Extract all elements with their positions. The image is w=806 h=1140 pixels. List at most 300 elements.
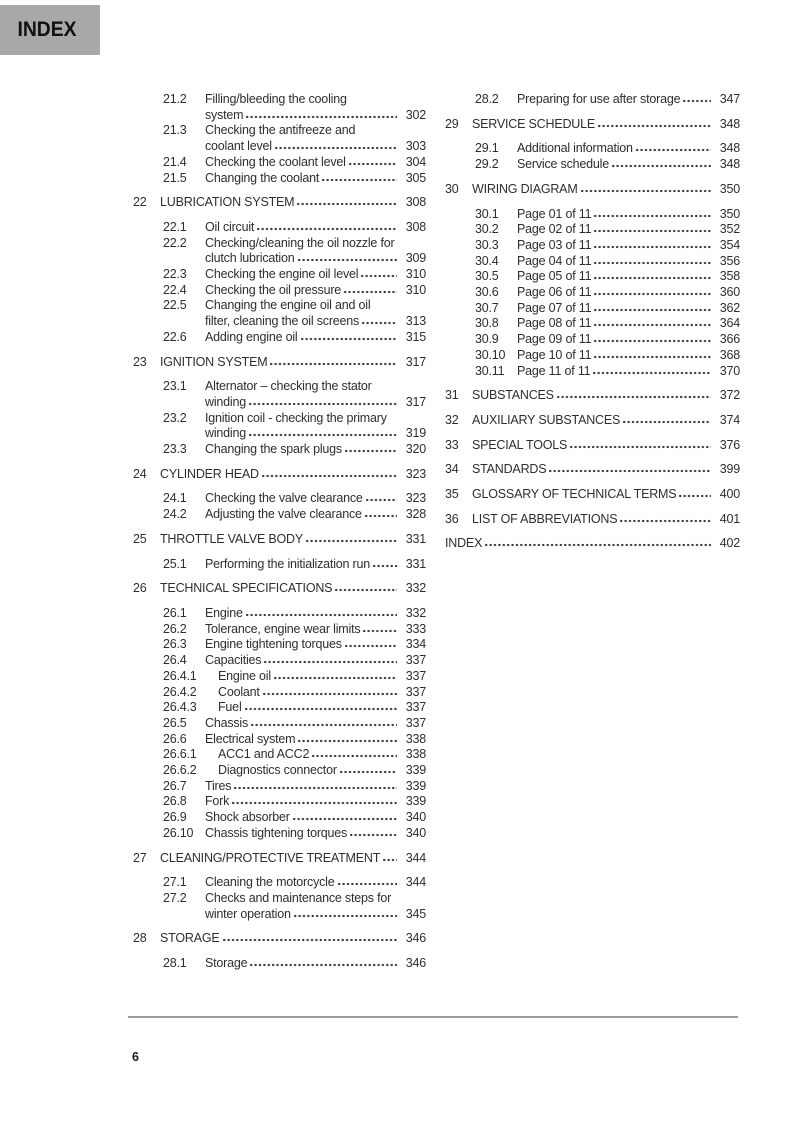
toc-entry-title: CYLINDER HEAD: [160, 466, 259, 481]
toc-entry-title: Preparing for use after storage: [517, 92, 681, 106]
toc-entry-line: [445, 413, 740, 429]
dot-leader: [311, 754, 397, 758]
toc-entry-line: [475, 254, 740, 270]
toc-entry-36: [445, 512, 740, 528]
toc-entry-22.2: [133, 236, 426, 267]
toc-entry-title: IGNITION SYSTEM: [160, 354, 268, 369]
toc-entry-title: Additional information: [517, 141, 633, 156]
toc-entry-21.4: [133, 155, 426, 171]
dot-leader: [593, 339, 711, 343]
toc-entry-30.11: [445, 364, 740, 380]
toc-entry-title: winter operation: [205, 906, 291, 921]
toc-entry-title: clutch lubrication: [205, 251, 295, 266]
dot-leader: [305, 539, 397, 543]
toc-entry-line: [445, 536, 740, 552]
dot-leader: [592, 371, 711, 375]
toc-entry-26.7: [133, 779, 426, 795]
toc-entry-29.1: [445, 141, 740, 157]
toc-entry-26.2: [133, 622, 426, 638]
toc-entry-title: Checking/cleaning the oil nozzle for: [205, 235, 395, 250]
toc-entry-number: 24.2: [163, 507, 187, 522]
toc-entry-number: 21.4: [163, 154, 187, 169]
toc-entry-title: Page 06 of 11: [517, 285, 592, 300]
dot-leader: [248, 433, 397, 437]
dot-leader: [292, 817, 397, 821]
toc-entry-page: 337: [405, 715, 426, 730]
toc-entry-line: [163, 747, 426, 763]
dot-leader: [611, 164, 711, 168]
toc-entry-title: Service schedule: [517, 157, 609, 172]
dot-leader: [593, 355, 711, 359]
toc-entry-29.2: [445, 157, 740, 173]
toc-entry-title: Shock absorber: [205, 810, 290, 825]
toc-entry-page: 305: [405, 170, 426, 185]
toc-entry-page: 352: [719, 222, 740, 237]
toc-entry-title: Ignition coil - checking the primary: [205, 410, 387, 425]
toc-entry-line: [163, 716, 426, 732]
toc-entry-number: 30.6: [475, 285, 499, 300]
toc-entry-line: [475, 348, 740, 364]
toc-entry-number: 22.4: [163, 282, 187, 297]
toc-entry-25.1: [133, 557, 426, 573]
toc-entry-line: [163, 236, 426, 252]
toc-entry-line: [163, 685, 426, 701]
toc-entry-page: 331: [405, 531, 426, 546]
toc-entry-title: Page 05 of 11: [517, 269, 592, 284]
toc-entry-page: 356: [719, 253, 740, 268]
dot-leader: [296, 202, 397, 206]
toc-entry-22.5: [133, 298, 426, 329]
toc-entry-title: Page 04 of 11: [517, 253, 592, 268]
toc-entry-line: [163, 251, 426, 267]
toc-entry-page: 339: [405, 794, 426, 809]
dot-leader: [556, 395, 711, 399]
toc-entry-23.2: [133, 411, 426, 442]
toc-entry-number: 29.1: [475, 141, 499, 156]
dot-leader: [382, 858, 397, 862]
toc-entry-title: Engine tightening torques: [205, 637, 342, 652]
dot-leader: [262, 692, 397, 696]
toc-entry-number: 23.3: [163, 442, 187, 457]
toc-entry-number: 30.1: [475, 206, 499, 221]
toc-entry-line: [163, 669, 426, 685]
toc-entry-line: [475, 238, 740, 254]
toc-entry-title: STANDARDS: [472, 462, 547, 477]
toc-entry-line: [475, 222, 740, 238]
toc-entry-number: 24.1: [163, 491, 187, 506]
toc-entry-page: 366: [719, 332, 740, 347]
dot-leader: [569, 445, 711, 449]
toc-entry-line: [163, 700, 426, 716]
toc-entry-title: Checking the oil pressure: [205, 282, 342, 297]
toc-entry-line: [163, 314, 426, 330]
toc-entry-page: 344: [405, 875, 426, 890]
toc-entry-title: Checking the engine oil level: [205, 267, 359, 282]
toc-entry-line: [163, 891, 426, 907]
toc-entry-24.1: [133, 491, 426, 507]
toc-entry-title: ACC1 and ACC2: [218, 747, 310, 762]
dot-leader: [593, 229, 711, 233]
dot-leader: [682, 99, 711, 103]
dot-leader: [635, 148, 711, 152]
toc-entry-title: STORAGE: [160, 931, 220, 946]
toc-entry-line: [163, 956, 426, 972]
toc-entry-line: [163, 491, 426, 507]
toc-entry-line: [163, 379, 426, 395]
toc-entry-number: 35: [445, 487, 459, 502]
toc-entry-page: 331: [405, 556, 426, 571]
toc-entry-line: [133, 931, 426, 947]
toc-entry-number: 30.5: [475, 269, 499, 284]
dot-leader: [622, 420, 711, 424]
toc-entry-page: 308: [405, 219, 426, 234]
toc-entry-number: 26.4.1: [163, 668, 197, 683]
dot-leader: [274, 146, 397, 150]
toc-entry-24: [133, 467, 426, 483]
toc-entry-page: 374: [719, 412, 740, 427]
dot-leader: [593, 245, 711, 249]
dot-leader: [245, 115, 397, 119]
toc-entry-title: Checks and maintenance steps for: [205, 890, 392, 905]
toc-entry-line: [163, 92, 426, 108]
toc-entry-title: Page 10 of 11: [517, 347, 592, 362]
toc-entry-number: 26.8: [163, 794, 187, 809]
toc-entry-29: [445, 117, 740, 133]
toc-entry-number: 30.8: [475, 316, 499, 331]
toc-entry-page: 333: [405, 621, 426, 636]
toc-entry-line: [163, 171, 426, 187]
toc-entry-number: 30.7: [475, 300, 499, 315]
toc-entry-23.3: [133, 442, 426, 458]
toc-entry-title: Electrical system: [205, 731, 296, 746]
toc-entry-title: Page 01 of 11: [517, 206, 592, 221]
toc-entry-title: Performing the initialization run: [205, 556, 371, 571]
toc-entry-26.6.1: [133, 747, 426, 763]
toc-entry-28.2: [445, 92, 740, 108]
toc-entry-title: winding: [205, 394, 246, 409]
toc-entry-page: 362: [719, 300, 740, 315]
toc-entry-page: 310: [405, 267, 426, 282]
toc-entry-title: Tolerance, engine wear limits: [205, 621, 361, 636]
toc-entry-page: 364: [719, 316, 740, 331]
toc-entry-30: [445, 182, 740, 198]
toc-entry-number: 32: [445, 412, 459, 427]
toc-entry-title: Changing the spark plugs: [205, 442, 342, 457]
dot-leader: [273, 676, 397, 680]
toc-entry-title: SUBSTANCES: [472, 388, 554, 403]
toc-entry-number: 26.7: [163, 778, 187, 793]
toc-entry-line: [163, 123, 426, 139]
toc-entry-line: [445, 512, 740, 528]
toc-entry-number: 26.6.2: [163, 763, 197, 778]
toc-entry-title: Filling/bleeding the cooling: [205, 92, 347, 106]
toc-entry-line: [475, 364, 740, 380]
toc-entry-number: 26.4.2: [163, 684, 197, 699]
dot-leader: [593, 308, 711, 312]
toc-entry-title: Engine: [205, 605, 243, 620]
toc-entry-page: 399: [719, 462, 740, 477]
toc-entry-page: 338: [405, 731, 426, 746]
toc-entry-page: 348: [719, 157, 740, 172]
toc-entry-27.1: [133, 875, 426, 891]
toc-entry-title: Page 02 of 11: [517, 222, 592, 237]
toc-column-right: [445, 92, 740, 561]
toc-entry-line: [163, 622, 426, 638]
toc-entry-title: TECHNICAL SPECIFICATIONS: [160, 581, 333, 596]
toc-entry-title: winding: [205, 426, 246, 441]
toc-entry-page: 337: [405, 653, 426, 668]
toc-entry-28: [133, 931, 426, 947]
toc-entry-page: 360: [719, 285, 740, 300]
toc-entry-title: Engine oil: [218, 668, 271, 683]
dot-leader: [300, 337, 397, 341]
toc-entry-title: WIRING DIAGRAM: [472, 181, 578, 196]
toc-entry-26.10: [133, 826, 426, 842]
dot-leader: [593, 292, 711, 296]
toc-entry-number: 34: [445, 462, 459, 477]
toc-entry-number: 23.1: [163, 379, 187, 394]
toc-entry-title: Coolant: [218, 684, 260, 699]
page-title: INDEX: [17, 18, 77, 41]
toc-entry-index: [445, 536, 740, 552]
toc-entry-page: 376: [719, 437, 740, 452]
toc-entry-page: 345: [405, 906, 426, 921]
dot-leader: [580, 189, 711, 193]
toc-entry-line: [163, 442, 426, 458]
toc-entry-page: 315: [405, 329, 426, 344]
toc-entry-30.2: [445, 222, 740, 238]
toc-entry-title: system: [205, 107, 244, 122]
toc-entry-27: [133, 851, 426, 867]
toc-entry-line: [133, 467, 426, 483]
toc-entry-title: Capacities: [205, 653, 262, 668]
toc-entry-line: [163, 330, 426, 346]
toc-entry-title: filter, cleaning the oil screens: [205, 314, 360, 329]
dot-leader: [344, 644, 397, 648]
dot-leader: [593, 261, 711, 265]
toc-entry-line: [133, 355, 426, 371]
toc-entry-title: Page 11 of 11: [517, 363, 591, 378]
toc-entry-page: 346: [405, 931, 426, 946]
toc-entry-number: 27: [133, 850, 147, 865]
toc-entry-line: [163, 411, 426, 427]
toc-entry-line: [163, 653, 426, 669]
toc-entry-line: [475, 316, 740, 332]
toc-entry-title: Page 08 of 11: [517, 316, 592, 331]
toc-entry-page: 338: [405, 747, 426, 762]
toc-entry-page: 348: [719, 141, 740, 156]
dot-leader: [548, 469, 711, 473]
toc-entry-22.1: [133, 220, 426, 236]
toc-entry-line: [475, 285, 740, 301]
toc-entry-number: 33: [445, 437, 459, 452]
toc-entry-number: 36: [445, 511, 459, 526]
toc-entry-number: 21.5: [163, 170, 187, 185]
toc-entry-title: SPECIAL TOOLS: [472, 437, 568, 452]
toc-entry-28.1: [133, 956, 426, 972]
toc-entry-title: Checking the antifreeze and: [205, 123, 356, 138]
toc-entry-page: 317: [405, 394, 426, 409]
toc-entry-number: 30: [445, 181, 459, 196]
toc-entry-number: 23: [133, 354, 147, 369]
toc-entry-number: 26.4.3: [163, 700, 197, 715]
toc-entry-32: [445, 413, 740, 429]
toc-entry-page: 317: [405, 354, 426, 369]
toc-entry-page: 346: [405, 956, 426, 971]
toc-entry-26.6: [133, 732, 426, 748]
toc-entry-23.1: [133, 379, 426, 410]
toc-entry-line: [445, 462, 740, 478]
dot-leader: [349, 833, 397, 837]
toc-entry-page: 334: [405, 637, 426, 652]
dot-leader: [593, 276, 711, 280]
toc-entry-line: [163, 298, 426, 314]
toc-entry-title: Diagnostics connector: [218, 763, 337, 778]
toc-entry-number: 26.1: [163, 605, 187, 620]
toc-entry-number: 26.9: [163, 810, 187, 825]
toc-entry-22.3: [133, 267, 426, 283]
toc-entry-line: [163, 732, 426, 748]
toc-entry-26.3: [133, 637, 426, 653]
toc-entry-line: [163, 763, 426, 779]
toc-entry-page: 304: [405, 154, 426, 169]
toc-entry-page: 337: [405, 684, 426, 699]
toc-entry-title: Changing the coolant: [205, 170, 320, 185]
toc-entry-number: 22.3: [163, 267, 187, 282]
toc-entry-31: [445, 388, 740, 404]
toc-entry-title: Alternator – checking the stator: [205, 379, 372, 394]
toc-entry-30.8: [445, 316, 740, 332]
toc-entry-line: [475, 207, 740, 223]
dot-leader: [360, 274, 397, 278]
dot-leader: [364, 514, 397, 518]
toc-entry-number: 30.3: [475, 237, 499, 252]
dot-leader: [337, 882, 398, 886]
toc-entry-number: 26.2: [163, 621, 187, 636]
toc-entry-title: Page 03 of 11: [517, 237, 592, 252]
toc-entry-26.1: [133, 606, 426, 622]
toc-entry-title: GLOSSARY OF TECHNICAL TERMS: [472, 487, 677, 502]
toc-entry-number: 27.2: [163, 890, 187, 905]
toc-entry-line: [445, 388, 740, 404]
toc-entry-26.4.1: [133, 669, 426, 685]
toc-entry-page: 350: [719, 206, 740, 221]
toc-entry-page: 323: [405, 491, 426, 506]
toc-entry-line: [163, 155, 426, 171]
toc-entry-number: 30.10: [475, 347, 506, 362]
toc-entry-page: 337: [405, 668, 426, 683]
toc-entry-number: 22.5: [163, 298, 187, 313]
toc-entry-line: [475, 301, 740, 317]
toc-entry-title: Adding engine oil: [205, 329, 298, 344]
toc-entry-line: [475, 332, 740, 348]
toc-entry-line: [475, 92, 740, 108]
toc-entry-title: coolant level: [205, 139, 272, 154]
toc-entry-number: 23.2: [163, 410, 187, 425]
dot-leader: [250, 723, 397, 727]
toc-entry-page: 319: [405, 426, 426, 441]
toc-entry-line: [133, 532, 426, 548]
toc-entry-line: [475, 141, 740, 157]
toc-entry-26.8: [133, 794, 426, 810]
toc-entry-30.1: [445, 207, 740, 223]
toc-entry-page: 347: [719, 92, 740, 106]
toc-entry-26.4.3: [133, 700, 426, 716]
toc-entry-line: [163, 267, 426, 283]
toc-entry-line: [133, 195, 426, 211]
toc-entry-line: [163, 395, 426, 411]
dot-leader: [231, 801, 397, 805]
toc-entry-24.2: [133, 507, 426, 523]
toc-entry-line: [163, 779, 426, 795]
toc-entry-line: [133, 581, 426, 597]
dot-leader: [261, 474, 397, 478]
dot-leader: [334, 588, 397, 592]
page-header-badge: [0, 5, 100, 55]
toc-entry-number: 31: [445, 388, 459, 403]
toc-entry-title: Cleaning the motorcycle: [205, 875, 335, 890]
toc-entry-page: 401: [719, 511, 740, 526]
toc-entry-26.6.2: [133, 763, 426, 779]
toc-entry-number: 21.2: [163, 92, 187, 106]
toc-entry-line: [475, 269, 740, 285]
toc-entry-23: [133, 355, 426, 371]
dot-leader: [619, 519, 711, 523]
toc-entry-number: 30.2: [475, 222, 499, 237]
toc-entry-line: [163, 220, 426, 236]
toc-entry-number: 30.9: [475, 332, 499, 347]
dot-leader: [348, 162, 397, 166]
toc-entry-line: [163, 108, 426, 124]
dot-leader: [245, 613, 397, 617]
toc-entry-30.9: [445, 332, 740, 348]
dot-leader: [256, 227, 397, 231]
toc-entry-number: 25: [133, 531, 147, 546]
toc-entry-line: [163, 637, 426, 653]
dot-leader: [222, 938, 398, 942]
toc-entry-page: 328: [405, 507, 426, 522]
toc-entry-27.2: [133, 891, 426, 922]
toc-entry-line: [163, 875, 426, 891]
toc-entry-34: [445, 462, 740, 478]
toc-entry-number: 26.6.1: [163, 747, 197, 762]
toc-entry-number: 22.2: [163, 235, 187, 250]
toc-entry-page: 337: [405, 700, 426, 715]
toc-entry-page: 332: [405, 605, 426, 620]
dot-leader: [344, 449, 397, 453]
toc-entry-page: 350: [719, 181, 740, 196]
dot-leader: [244, 707, 397, 711]
toc-entry-number: 26.5: [163, 715, 187, 730]
toc-entry-page: 323: [405, 466, 426, 481]
toc-entry-page: 339: [405, 778, 426, 793]
dot-leader: [321, 178, 397, 182]
toc-entry-26.9: [133, 810, 426, 826]
toc-entry-page: 309: [405, 251, 426, 266]
toc-entry-line: [445, 438, 740, 454]
toc-entry-26.5: [133, 716, 426, 732]
toc-entry-33: [445, 438, 740, 454]
toc-entry-26.4.2: [133, 685, 426, 701]
toc-entry-21.2: [133, 92, 426, 123]
toc-entry-page: 320: [405, 442, 426, 457]
dot-leader: [361, 321, 397, 325]
toc-entry-title: Fuel: [218, 700, 242, 715]
toc-entry-title: Storage: [205, 956, 248, 971]
toc-entry-page: 354: [719, 237, 740, 252]
toc-entry-title: Chassis tightening torques: [205, 825, 348, 840]
toc-entry-page: 310: [405, 282, 426, 297]
